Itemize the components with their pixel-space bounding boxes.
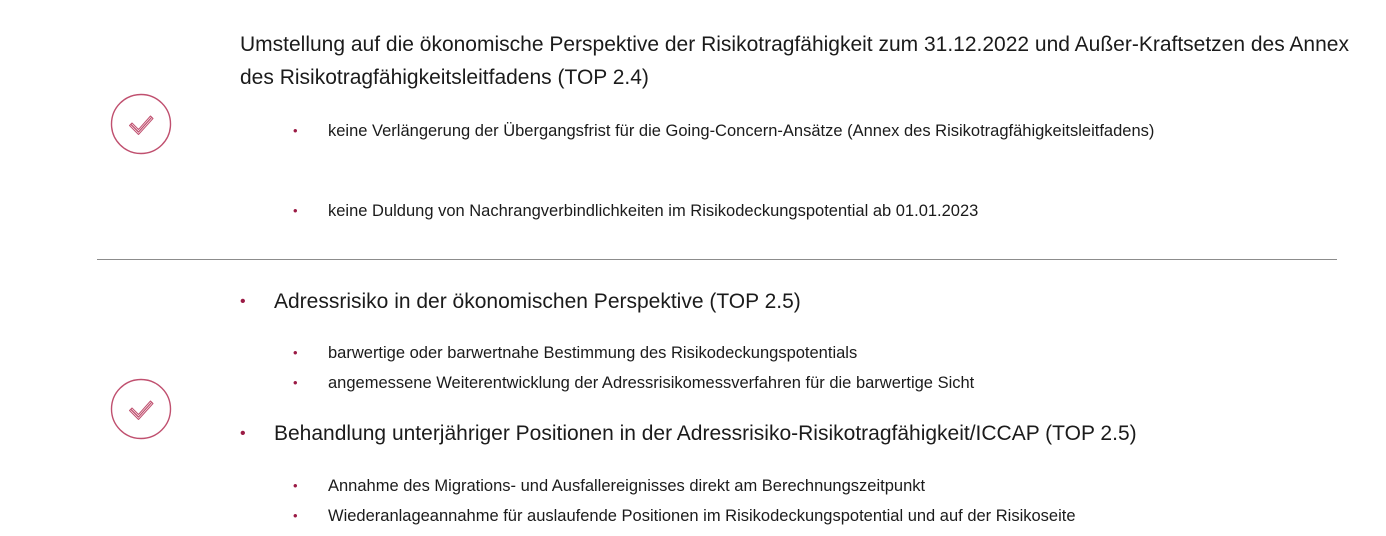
list-item — [293, 370, 974, 396]
list-item-text: keine Verlängerung der Übergangsfrist für die Going-Concern-Ansätze (Annex des Risikotragfähigkeitsleitfadens) — [328, 122, 1155, 140]
bullet-marker: • — [240, 293, 246, 310]
list-item — [293, 503, 1076, 529]
section-divider — [97, 259, 1337, 260]
list-item — [293, 340, 857, 366]
list-item — [293, 118, 1168, 144]
check-circle-icon — [110, 378, 172, 440]
list-item — [293, 198, 978, 224]
list-item-text: Annahme des Migrations- und Ausfallereignisses direkt am Berechnungszeitpunkt — [328, 477, 926, 495]
topic-title: Behandlung unterjähriger Positionen in der Adressrisiko-Risikotragfähigkeit/ICCAP (TOP 2.5) — [274, 422, 1137, 445]
list-item-text: angemessene Weiterentwicklung der Adressrisikomessverfahren für die barwertige Sicht — [328, 374, 975, 392]
section-heading: Umstellung auf die ökonomische Perspektive der Risikotragfähigkeit zum 31.12.2022 und Außer-Kraftsetzen des Annex des Risikotragfähigkeitsleitfadens (TOP 2.4) — [240, 33, 1349, 89]
topic-item — [240, 419, 1137, 449]
topic-title: Adressrisiko in der ökonomischen Perspektive (TOP 2.5) — [274, 290, 801, 313]
bullet-marker: • — [293, 203, 298, 218]
check-circle-icon — [110, 93, 172, 155]
list-item-text: Wiederanlageannahme für auslaufende Positionen im Risikodeckungspotential und auf der Risikoseite — [328, 507, 1076, 525]
topic-item — [240, 287, 801, 317]
bullet-marker: • — [293, 123, 298, 138]
list-item-text: barwertige oder barwertnahe Bestimmung des Risikodeckungspotentials — [328, 344, 858, 362]
bullet-marker: • — [293, 508, 298, 523]
bullet-marker: • — [293, 478, 298, 493]
list-item — [293, 473, 925, 499]
bullet-marker: • — [293, 345, 298, 360]
list-item-text: keine Duldung von Nachrangverbindlichkeiten im Risikodeckungspotential ab 01.01.2023 — [328, 202, 979, 220]
bullet-marker: • — [240, 425, 246, 442]
bullet-marker: • — [293, 375, 298, 390]
